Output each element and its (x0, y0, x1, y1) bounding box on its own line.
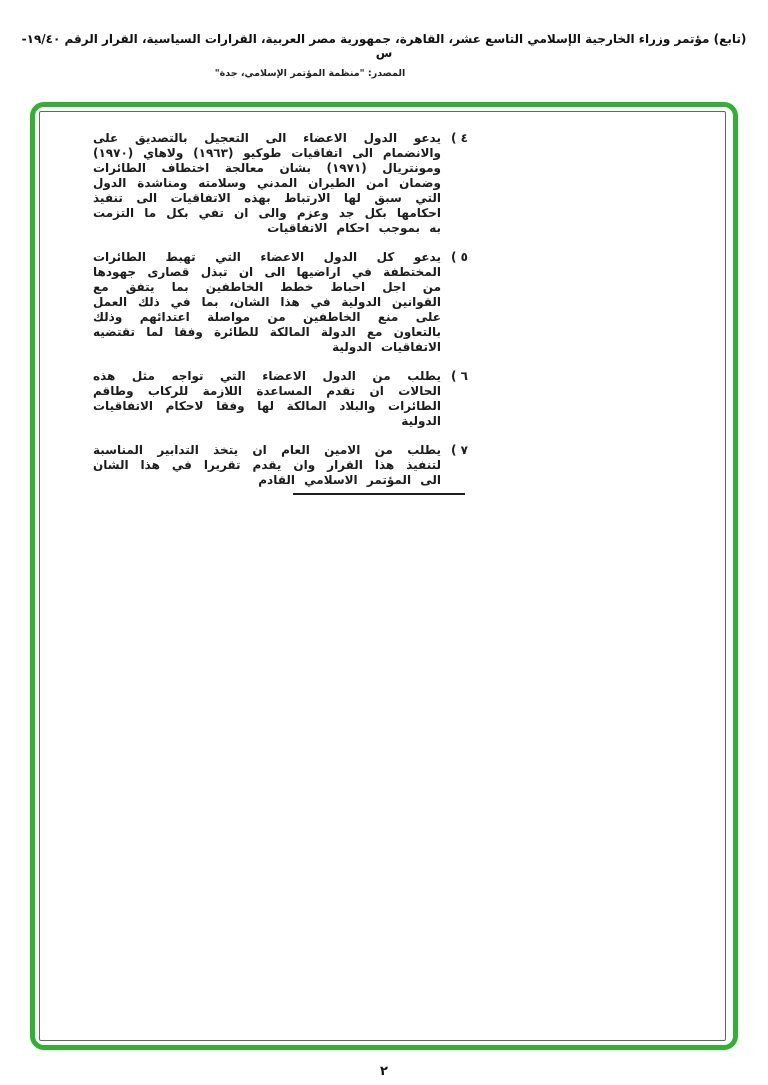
item-text: يدعو كل الدول الاعضاء التي تهبط الطائرات المختطفة في اراضيها الى ان تبذل قصارى جهودها من اجل احباط خطط الخاطفين بما يتفق مع القوانين الدولية في هذا الشان، بما في ذلك العمل على منع الخاطفين من مواصلة اعتدائهم وذلك بالتعاون مع الدولة المالكة للطائرة وفقا لما تقتضيه الاتفاقيات الدولية (93, 250, 441, 354)
resolution-item (93, 369, 477, 429)
document-header-title: (تابع) مؤتمر وزراء الخارجية الإسلامي التاسع عشر، القاهرة، جمهورية مصر العربية، القرارات السياسية، القرار الرقم ١٩/٤٠-س (21, 32, 747, 60)
item-text: يطلب من الدول الاعضاء التي تواجه مثل هذه الحالات ان تقدم المساعدة اللازمة للركاب وطاقم الطائرات والبلاد المالكة لها وفقا لاحكام الاتفاقيات الدولية (93, 369, 441, 428)
item-number: ٦ ) (451, 369, 468, 383)
resolution-item (93, 131, 477, 236)
item-number: ٤ ) (451, 131, 468, 145)
page-number: ٢ (380, 1064, 388, 1079)
resolution-item (93, 443, 477, 488)
item-text: يدعو الدول الاعضاء الى التعجيل بالتصديق على والانضمام الى اتفاقيات طوكيو (١٩٦٣) ولاهاي (١٩٧٠) ومونتريال (١٩٧١) بشان معالجة اختطاف الطائرات وضمان امن الطيران المدني وسلامته ومناشدة الدول التي سبق لها الارتباط بهذه الاتفاقيات الى تنفيذ احكامها بكل جد وعزم والى ان تفي بكل ما التزمت به بموجب احكام الاتفاقيات (93, 131, 441, 235)
item-number: ٧ ) (451, 443, 468, 457)
document-source-line: المصدر: "منظمة المؤتمر الإسلامي، جدة" (214, 68, 406, 79)
resolution-text-block (93, 131, 477, 502)
item-number: ٥ ) (451, 250, 468, 264)
resolution-item (93, 250, 477, 355)
section-divider (293, 493, 465, 495)
item-text: يطلب من الامين العام ان يتخذ التدابير المناسبة لتنفيذ هذا القرار وان يقدم تقريرا في هذا الشان الى المؤتمر الاسلامي القادم (93, 443, 441, 487)
highlight-border-box (30, 102, 738, 1050)
